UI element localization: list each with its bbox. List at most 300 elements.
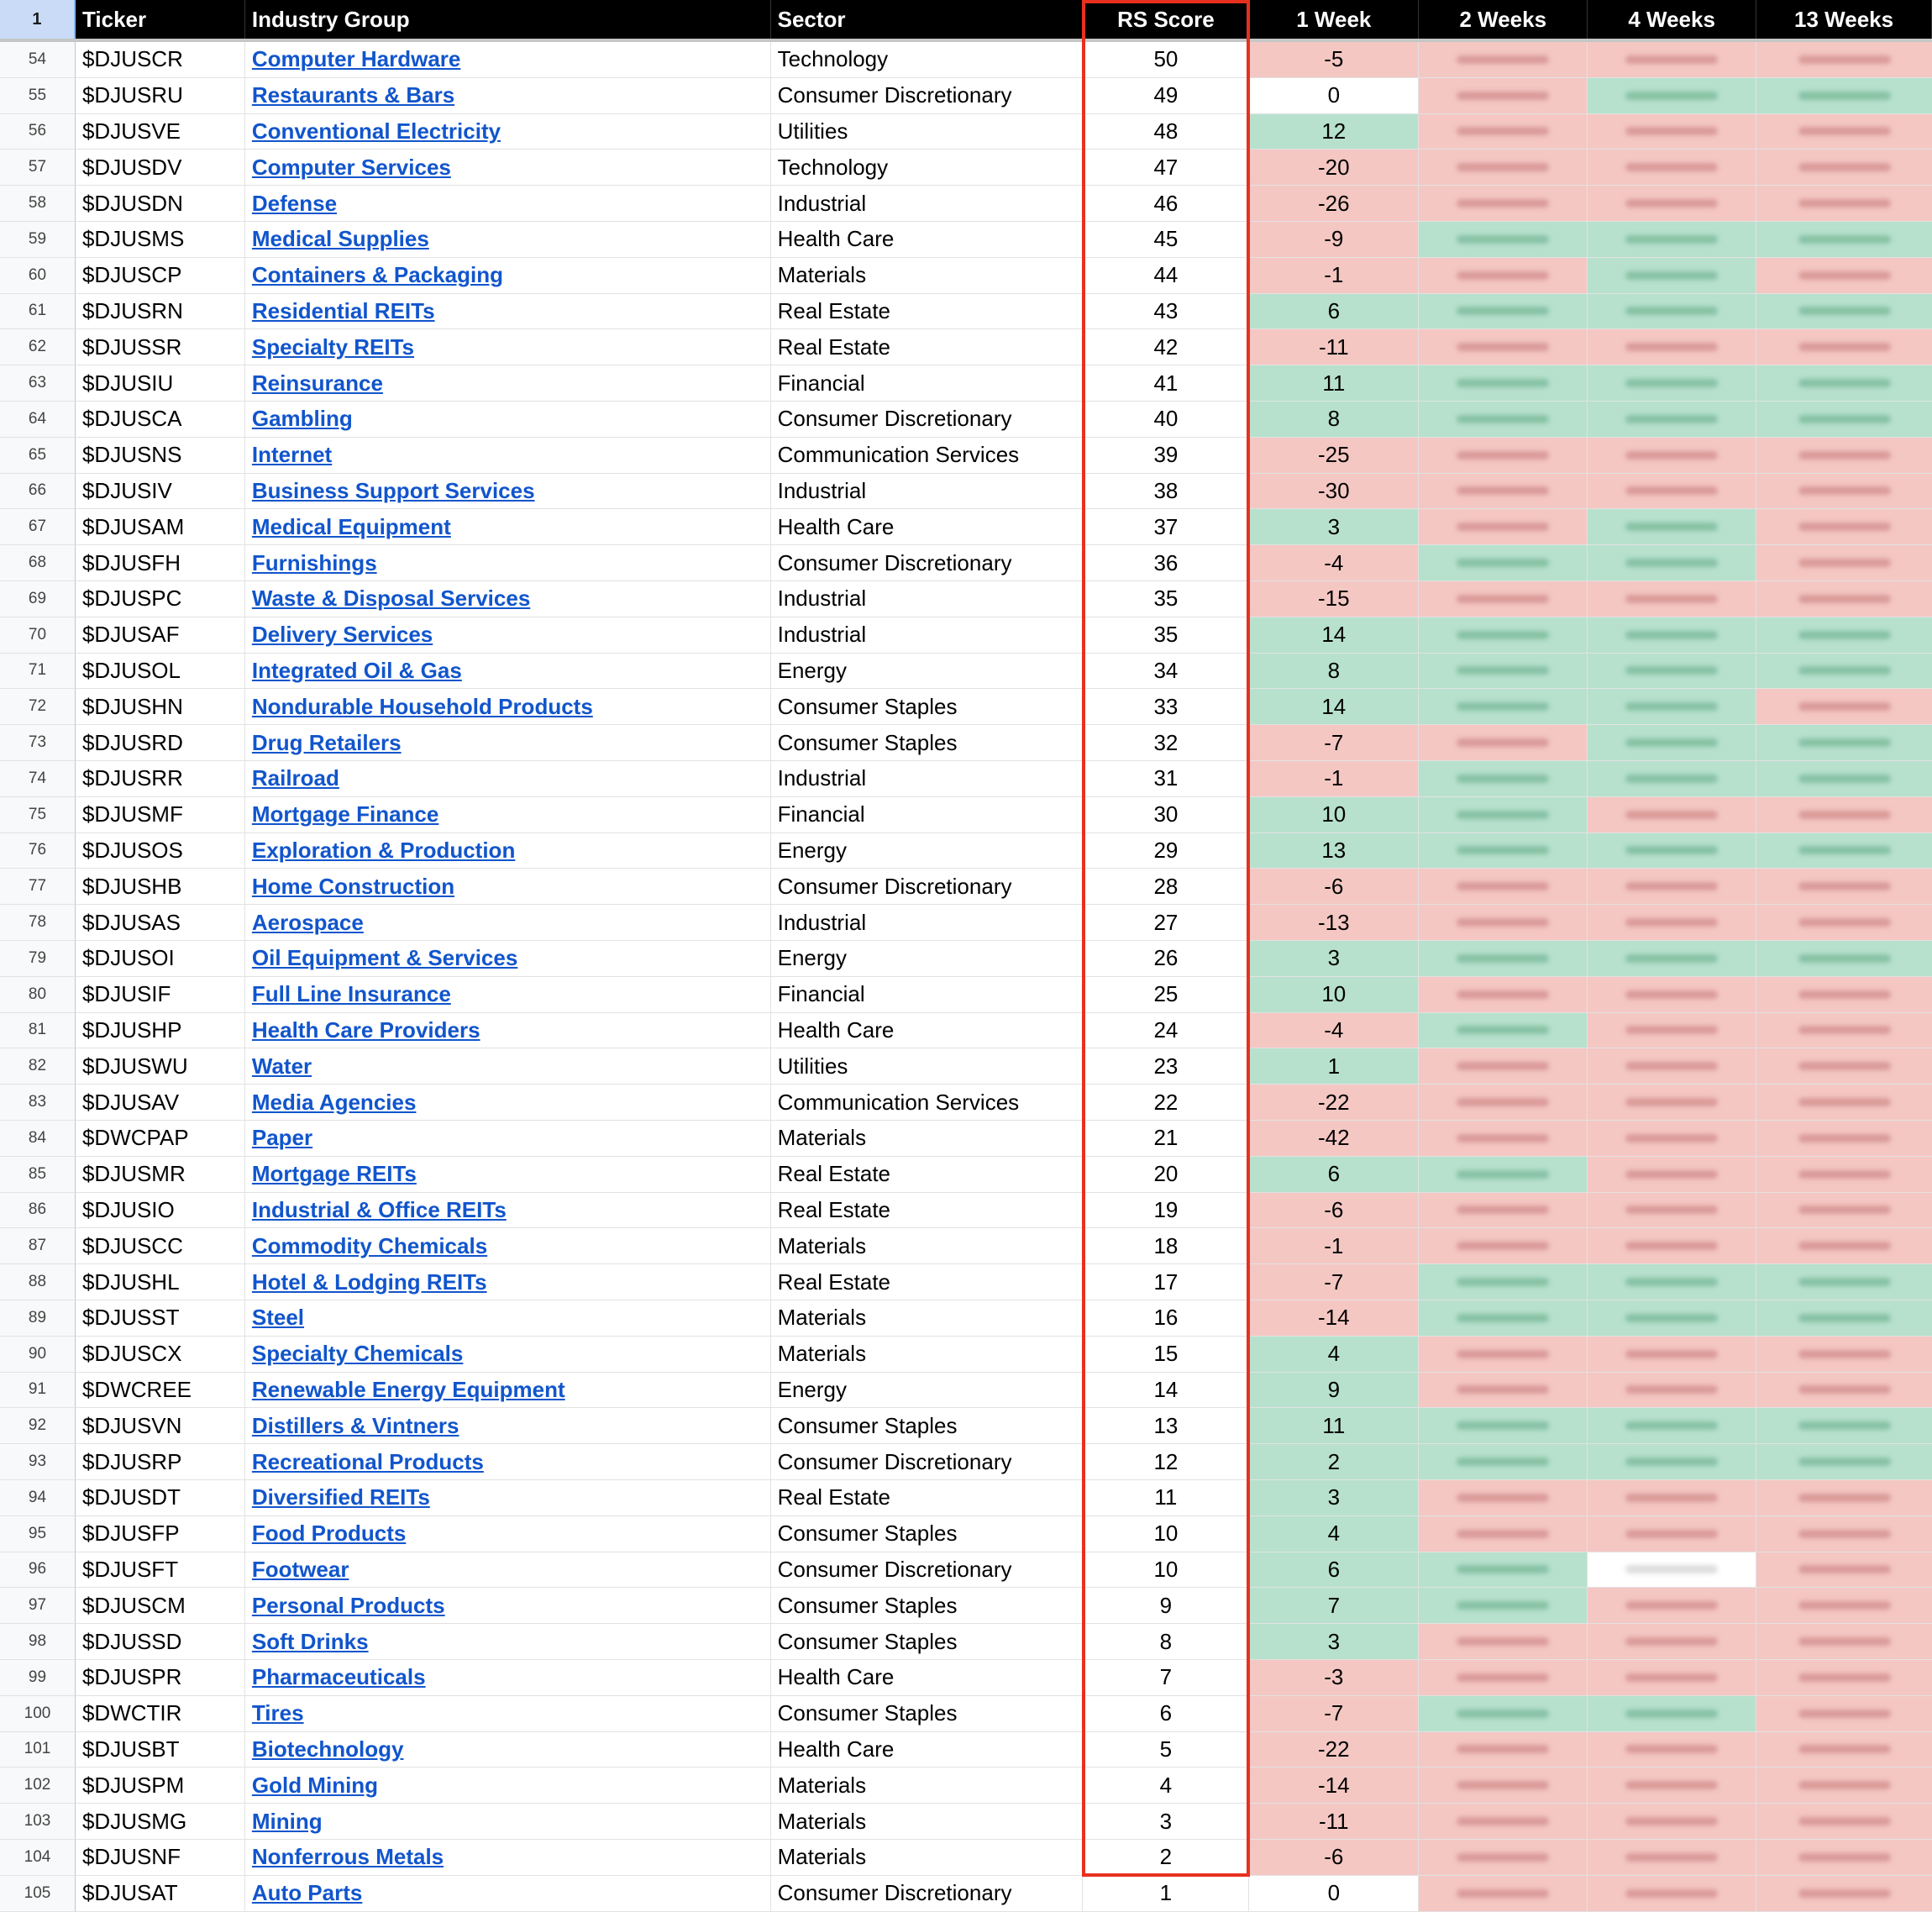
industry-group-cell[interactable]: [245, 833, 771, 869]
rs-score-cell[interactable]: 14: [1083, 1373, 1249, 1409]
one-week-change-cell[interactable]: -20: [1249, 150, 1419, 186]
four-week-change-cell[interactable]: [1588, 1300, 1756, 1337]
row-number[interactable]: 61: [0, 294, 76, 330]
industry-group-link[interactable]: Water: [251, 1053, 312, 1079]
sector-cell[interactable]: Materials: [771, 1804, 1084, 1840]
ticker-cell[interactable]: $DWCPAP: [76, 1121, 245, 1157]
industry-group-cell[interactable]: [245, 402, 771, 438]
thirteen-week-change-cell[interactable]: [1756, 545, 1932, 581]
ticker-cell[interactable]: $DJUSNF: [76, 1840, 245, 1876]
industry-group-cell[interactable]: [245, 617, 771, 654]
industry-group-cell[interactable]: [245, 1876, 771, 1912]
one-week-change-cell[interactable]: -14: [1249, 1300, 1419, 1337]
ticker-cell[interactable]: $DJUSIV: [76, 474, 245, 510]
thirteen-week-change-cell[interactable]: [1756, 114, 1932, 150]
sector-cell[interactable]: Consumer Discretionary: [771, 402, 1084, 438]
industry-group-link[interactable]: Personal Products: [251, 1592, 445, 1618]
industry-group-cell[interactable]: [245, 1480, 771, 1516]
one-week-change-cell[interactable]: -11: [1249, 1804, 1419, 1840]
industry-group-cell[interactable]: [245, 150, 771, 186]
rs-score-cell[interactable]: 35: [1083, 617, 1249, 654]
one-week-change-cell[interactable]: 8: [1249, 654, 1419, 690]
thirteen-week-change-cell[interactable]: [1756, 258, 1932, 294]
sector-cell[interactable]: Health Care: [771, 222, 1084, 258]
row-number[interactable]: 72: [0, 689, 76, 725]
ticker-cell[interactable]: $DJUSCR: [76, 42, 245, 78]
thirteen-week-change-cell[interactable]: [1756, 1696, 1932, 1732]
four-week-change-cell[interactable]: [1588, 1408, 1756, 1444]
ticker-cell[interactable]: $DJUSIF: [76, 977, 245, 1013]
rs-score-cell[interactable]: 8: [1083, 1624, 1249, 1660]
thirteen-week-change-cell[interactable]: [1756, 1157, 1932, 1193]
industry-group-link[interactable]: Medical Supplies: [251, 226, 429, 252]
industry-group-link[interactable]: Hotel & Lodging REITs: [251, 1269, 487, 1295]
industry-group-link[interactable]: Oil Equipment & Services: [251, 945, 518, 971]
industry-group-link[interactable]: Drug Retailers: [251, 729, 402, 755]
industry-group-cell[interactable]: [245, 294, 771, 330]
sector-cell[interactable]: Industrial: [771, 617, 1084, 654]
industry-group-link[interactable]: Full Line Insurance: [251, 981, 451, 1007]
one-week-change-cell[interactable]: -1: [1249, 1228, 1419, 1264]
industry-group-cell[interactable]: [245, 1444, 771, 1480]
one-week-change-cell[interactable]: 6: [1249, 294, 1419, 330]
row-number[interactable]: 75: [0, 797, 76, 833]
thirteen-week-change-cell[interactable]: [1756, 689, 1932, 725]
one-week-change-cell[interactable]: -22: [1249, 1732, 1419, 1768]
one-week-change-cell[interactable]: 3: [1249, 1624, 1419, 1660]
rs-score-cell[interactable]: 42: [1083, 329, 1249, 365]
four-week-change-cell[interactable]: [1588, 222, 1756, 258]
ticker-cell[interactable]: $DWCTIR: [76, 1696, 245, 1732]
column-header-13-weeks[interactable]: 13 Weeks: [1756, 0, 1932, 39]
four-week-change-cell[interactable]: [1588, 1588, 1756, 1624]
sector-cell[interactable]: Materials: [771, 1337, 1084, 1373]
ticker-cell[interactable]: $DJUSRU: [76, 78, 245, 114]
row-number[interactable]: 99: [0, 1660, 76, 1696]
row-number[interactable]: 85: [0, 1157, 76, 1193]
thirteen-week-change-cell[interactable]: [1756, 1876, 1932, 1912]
sector-cell[interactable]: Real Estate: [771, 294, 1084, 330]
four-week-change-cell[interactable]: [1588, 78, 1756, 114]
four-week-change-cell[interactable]: [1588, 654, 1756, 690]
industry-group-link[interactable]: Medical Equipment: [251, 513, 451, 539]
industry-group-cell[interactable]: [245, 1588, 771, 1624]
row-number[interactable]: 66: [0, 474, 76, 510]
four-week-change-cell[interactable]: [1588, 941, 1756, 977]
industry-group-link[interactable]: Specialty Chemicals: [251, 1341, 464, 1367]
thirteen-week-change-cell[interactable]: [1756, 1085, 1932, 1121]
thirteen-week-change-cell[interactable]: [1756, 1121, 1932, 1157]
four-week-change-cell[interactable]: [1588, 581, 1756, 617]
two-week-change-cell[interactable]: [1419, 689, 1588, 725]
four-week-change-cell[interactable]: [1588, 509, 1756, 545]
row-number[interactable]: 98: [0, 1624, 76, 1660]
one-week-change-cell[interactable]: -4: [1249, 545, 1419, 581]
sector-cell[interactable]: Energy: [771, 941, 1084, 977]
industry-group-link[interactable]: Internet: [251, 442, 333, 468]
industry-group-cell[interactable]: [245, 1804, 771, 1840]
rs-score-cell[interactable]: 46: [1083, 186, 1249, 222]
rs-score-cell[interactable]: 9: [1083, 1588, 1249, 1624]
industry-group-cell[interactable]: [245, 797, 771, 833]
row-number[interactable]: 104: [0, 1840, 76, 1876]
rs-score-cell[interactable]: 19: [1083, 1193, 1249, 1229]
thirteen-week-change-cell[interactable]: [1756, 905, 1932, 941]
four-week-change-cell[interactable]: [1588, 833, 1756, 869]
industry-group-link[interactable]: Recreational Products: [251, 1448, 484, 1474]
thirteen-week-change-cell[interactable]: [1756, 186, 1932, 222]
thirteen-week-change-cell[interactable]: [1756, 1480, 1932, 1516]
four-week-change-cell[interactable]: [1588, 545, 1756, 581]
two-week-change-cell[interactable]: [1419, 1732, 1588, 1768]
industry-group-link[interactable]: Mortgage REITs: [251, 1161, 417, 1187]
industry-group-cell[interactable]: [245, 258, 771, 294]
industry-group-link[interactable]: Soft Drinks: [251, 1628, 369, 1654]
industry-group-link[interactable]: Gold Mining: [251, 1772, 379, 1798]
industry-group-cell[interactable]: [245, 1085, 771, 1121]
sector-cell[interactable]: Communication Services: [771, 438, 1084, 474]
thirteen-week-change-cell[interactable]: [1756, 509, 1932, 545]
sector-cell[interactable]: Real Estate: [771, 1264, 1084, 1300]
two-week-change-cell[interactable]: [1419, 1552, 1588, 1589]
row-number[interactable]: 92: [0, 1408, 76, 1444]
row-number[interactable]: 71: [0, 654, 76, 690]
two-week-change-cell[interactable]: [1419, 1840, 1588, 1876]
industry-group-cell[interactable]: [245, 1121, 771, 1157]
row-number[interactable]: 83: [0, 1085, 76, 1121]
ticker-cell[interactable]: $DJUSRD: [76, 725, 245, 761]
four-week-change-cell[interactable]: [1588, 329, 1756, 365]
four-week-change-cell[interactable]: [1588, 1840, 1756, 1876]
four-week-change-cell[interactable]: [1588, 114, 1756, 150]
sector-cell[interactable]: Financial: [771, 365, 1084, 402]
one-week-change-cell[interactable]: 11: [1249, 365, 1419, 402]
row-number[interactable]: 56: [0, 114, 76, 150]
row-number[interactable]: 68: [0, 545, 76, 581]
ticker-cell[interactable]: $DJUSDV: [76, 150, 245, 186]
four-week-change-cell[interactable]: [1588, 725, 1756, 761]
column-header-rs-score[interactable]: RS Score: [1083, 0, 1249, 39]
thirteen-week-change-cell[interactable]: [1756, 1300, 1932, 1337]
one-week-change-cell[interactable]: -6: [1249, 1840, 1419, 1876]
sector-cell[interactable]: Industrial: [771, 905, 1084, 941]
four-week-change-cell[interactable]: [1588, 186, 1756, 222]
one-week-change-cell[interactable]: 3: [1249, 941, 1419, 977]
rs-score-cell[interactable]: 30: [1083, 797, 1249, 833]
industry-group-cell[interactable]: [245, 1228, 771, 1264]
rs-score-cell[interactable]: 48: [1083, 114, 1249, 150]
industry-group-cell[interactable]: [245, 1048, 771, 1085]
sector-cell[interactable]: Real Estate: [771, 1157, 1084, 1193]
one-week-change-cell[interactable]: 10: [1249, 977, 1419, 1013]
one-week-change-cell[interactable]: -42: [1249, 1121, 1419, 1157]
four-week-change-cell[interactable]: [1588, 1337, 1756, 1373]
rs-score-cell[interactable]: 17: [1083, 1264, 1249, 1300]
industry-group-cell[interactable]: [245, 1013, 771, 1049]
thirteen-week-change-cell[interactable]: [1756, 1516, 1932, 1552]
sector-cell[interactable]: Utilities: [771, 1048, 1084, 1085]
thirteen-week-change-cell[interactable]: [1756, 42, 1932, 78]
rs-score-cell[interactable]: 29: [1083, 833, 1249, 869]
industry-group-cell[interactable]: [245, 654, 771, 690]
two-week-change-cell[interactable]: [1419, 617, 1588, 654]
one-week-change-cell[interactable]: -30: [1249, 474, 1419, 510]
sector-cell[interactable]: Industrial: [771, 761, 1084, 797]
four-week-change-cell[interactable]: [1588, 617, 1756, 654]
industry-group-cell[interactable]: [245, 1696, 771, 1732]
one-week-change-cell[interactable]: -1: [1249, 258, 1419, 294]
sector-cell[interactable]: Consumer Staples: [771, 689, 1084, 725]
two-week-change-cell[interactable]: [1419, 1516, 1588, 1552]
sector-cell[interactable]: Utilities: [771, 114, 1084, 150]
ticker-cell[interactable]: $DJUSFT: [76, 1552, 245, 1589]
ticker-cell[interactable]: $DJUSMS: [76, 222, 245, 258]
rs-score-cell[interactable]: 49: [1083, 78, 1249, 114]
rs-score-cell[interactable]: 10: [1083, 1516, 1249, 1552]
industry-group-cell[interactable]: [245, 1264, 771, 1300]
one-week-change-cell[interactable]: -1: [1249, 761, 1419, 797]
one-week-change-cell[interactable]: -11: [1249, 329, 1419, 365]
sector-cell[interactable]: Materials: [771, 258, 1084, 294]
row-number-header[interactable]: 1: [0, 0, 76, 39]
industry-group-link[interactable]: Media Agencies: [251, 1089, 417, 1115]
industry-group-cell[interactable]: [245, 1157, 771, 1193]
rs-score-cell[interactable]: 15: [1083, 1337, 1249, 1373]
ticker-cell[interactable]: $DJUSAT: [76, 1876, 245, 1912]
industry-group-link[interactable]: Steel: [251, 1305, 305, 1331]
sector-cell[interactable]: Health Care: [771, 1732, 1084, 1768]
rs-score-cell[interactable]: 21: [1083, 1121, 1249, 1157]
column-header-2-weeks[interactable]: 2 Weeks: [1419, 0, 1588, 39]
industry-group-cell[interactable]: [245, 941, 771, 977]
one-week-change-cell[interactable]: 4: [1249, 1337, 1419, 1373]
rs-score-cell[interactable]: 2: [1083, 1840, 1249, 1876]
thirteen-week-change-cell[interactable]: [1756, 1228, 1932, 1264]
two-week-change-cell[interactable]: [1419, 869, 1588, 905]
rs-score-cell[interactable]: 40: [1083, 402, 1249, 438]
two-week-change-cell[interactable]: [1419, 509, 1588, 545]
industry-group-cell[interactable]: [245, 329, 771, 365]
one-week-change-cell[interactable]: 14: [1249, 617, 1419, 654]
ticker-cell[interactable]: $DJUSCM: [76, 1588, 245, 1624]
industry-group-link[interactable]: Gambling: [251, 406, 353, 432]
two-week-change-cell[interactable]: [1419, 1373, 1588, 1409]
one-week-change-cell[interactable]: 4: [1249, 1516, 1419, 1552]
industry-group-cell[interactable]: [245, 977, 771, 1013]
rs-score-cell[interactable]: 38: [1083, 474, 1249, 510]
row-number[interactable]: 59: [0, 222, 76, 258]
row-number[interactable]: 54: [0, 42, 76, 78]
row-number[interactable]: 87: [0, 1228, 76, 1264]
four-week-change-cell[interactable]: [1588, 294, 1756, 330]
sector-cell[interactable]: Consumer Discretionary: [771, 1444, 1084, 1480]
thirteen-week-change-cell[interactable]: [1756, 1840, 1932, 1876]
industry-group-link[interactable]: Furnishings: [251, 549, 377, 575]
sector-cell[interactable]: Materials: [771, 1121, 1084, 1157]
one-week-change-cell[interactable]: 0: [1249, 1876, 1419, 1912]
row-number[interactable]: 105: [0, 1876, 76, 1912]
four-week-change-cell[interactable]: [1588, 1193, 1756, 1229]
four-week-change-cell[interactable]: [1588, 474, 1756, 510]
rs-score-cell[interactable]: 37: [1083, 509, 1249, 545]
industry-group-link[interactable]: Exploration & Production: [251, 837, 516, 863]
thirteen-week-change-cell[interactable]: [1756, 654, 1932, 690]
industry-group-link[interactable]: Nonferrous Metals: [251, 1844, 444, 1870]
four-week-change-cell[interactable]: [1588, 258, 1756, 294]
four-week-change-cell[interactable]: [1588, 1516, 1756, 1552]
ticker-cell[interactable]: $DJUSCC: [76, 1228, 245, 1264]
one-week-change-cell[interactable]: 1: [1249, 1048, 1419, 1085]
four-week-change-cell[interactable]: [1588, 1264, 1756, 1300]
industry-group-cell[interactable]: [245, 438, 771, 474]
rs-score-cell[interactable]: 28: [1083, 869, 1249, 905]
two-week-change-cell[interactable]: [1419, 581, 1588, 617]
sector-cell[interactable]: Financial: [771, 977, 1084, 1013]
ticker-cell[interactable]: $DJUSFH: [76, 545, 245, 581]
one-week-change-cell[interactable]: -26: [1249, 186, 1419, 222]
rs-score-cell[interactable]: 35: [1083, 581, 1249, 617]
ticker-cell[interactable]: $DJUSAV: [76, 1085, 245, 1121]
thirteen-week-change-cell[interactable]: [1756, 869, 1932, 905]
row-number[interactable]: 91: [0, 1373, 76, 1409]
one-week-change-cell[interactable]: -5: [1249, 42, 1419, 78]
thirteen-week-change-cell[interactable]: [1756, 1337, 1932, 1373]
four-week-change-cell[interactable]: [1588, 1048, 1756, 1085]
column-header-sector[interactable]: Sector: [771, 0, 1084, 39]
industry-group-cell[interactable]: [245, 186, 771, 222]
ticker-cell[interactable]: $DJUSOI: [76, 941, 245, 977]
ticker-cell[interactable]: $DJUSCX: [76, 1337, 245, 1373]
two-week-change-cell[interactable]: [1419, 474, 1588, 510]
rs-score-cell[interactable]: 3: [1083, 1804, 1249, 1840]
thirteen-week-change-cell[interactable]: [1756, 1373, 1932, 1409]
four-week-change-cell[interactable]: [1588, 1732, 1756, 1768]
thirteen-week-change-cell[interactable]: [1756, 1408, 1932, 1444]
rs-score-cell[interactable]: 25: [1083, 977, 1249, 1013]
ticker-cell[interactable]: $DJUSNS: [76, 438, 245, 474]
sector-cell[interactable]: Energy: [771, 833, 1084, 869]
industry-group-cell[interactable]: [245, 905, 771, 941]
sector-cell[interactable]: Health Care: [771, 509, 1084, 545]
sector-cell[interactable]: Consumer Staples: [771, 1624, 1084, 1660]
industry-group-link[interactable]: Home Construction: [251, 873, 455, 899]
two-week-change-cell[interactable]: [1419, 1300, 1588, 1337]
two-week-change-cell[interactable]: [1419, 1085, 1588, 1121]
rs-score-cell[interactable]: 39: [1083, 438, 1249, 474]
thirteen-week-change-cell[interactable]: [1756, 294, 1932, 330]
two-week-change-cell[interactable]: [1419, 402, 1588, 438]
ticker-cell[interactable]: $DJUSDN: [76, 186, 245, 222]
ticker-cell[interactable]: $DWCREE: [76, 1373, 245, 1409]
sector-cell[interactable]: Consumer Discretionary: [771, 545, 1084, 581]
industry-group-cell[interactable]: [245, 365, 771, 402]
two-week-change-cell[interactable]: [1419, 438, 1588, 474]
row-number[interactable]: 76: [0, 833, 76, 869]
two-week-change-cell[interactable]: [1419, 1876, 1588, 1912]
four-week-change-cell[interactable]: [1588, 1013, 1756, 1049]
industry-group-link[interactable]: Industrial & Office REITs: [251, 1196, 507, 1222]
one-week-change-cell[interactable]: 6: [1249, 1157, 1419, 1193]
two-week-change-cell[interactable]: [1419, 1588, 1588, 1624]
four-week-change-cell[interactable]: [1588, 42, 1756, 78]
ticker-cell[interactable]: $DJUSRN: [76, 294, 245, 330]
industry-group-link[interactable]: Waste & Disposal Services: [251, 586, 531, 612]
row-number[interactable]: 100: [0, 1696, 76, 1732]
industry-group-link[interactable]: Railroad: [251, 765, 339, 791]
sector-cell[interactable]: Consumer Staples: [771, 1408, 1084, 1444]
ticker-cell[interactable]: $DJUSAF: [76, 617, 245, 654]
row-number[interactable]: 70: [0, 617, 76, 654]
sector-cell[interactable]: Industrial: [771, 581, 1084, 617]
industry-group-cell[interactable]: [245, 42, 771, 78]
ticker-cell[interactable]: $DJUSOL: [76, 654, 245, 690]
rs-score-cell[interactable]: 44: [1083, 258, 1249, 294]
two-week-change-cell[interactable]: [1419, 545, 1588, 581]
ticker-cell[interactable]: $DJUSHP: [76, 1013, 245, 1049]
industry-group-cell[interactable]: [245, 761, 771, 797]
row-number[interactable]: 73: [0, 725, 76, 761]
one-week-change-cell[interactable]: -15: [1249, 581, 1419, 617]
row-number[interactable]: 74: [0, 761, 76, 797]
industry-group-link[interactable]: Food Products: [251, 1521, 407, 1547]
sector-cell[interactable]: Industrial: [771, 474, 1084, 510]
industry-group-cell[interactable]: [245, 474, 771, 510]
ticker-cell[interactable]: $DJUSBT: [76, 1732, 245, 1768]
rs-score-cell[interactable]: 32: [1083, 725, 1249, 761]
four-week-change-cell[interactable]: [1588, 797, 1756, 833]
column-header-ticker[interactable]: Ticker: [76, 0, 245, 39]
row-number[interactable]: 88: [0, 1264, 76, 1300]
sector-cell[interactable]: Consumer Discretionary: [771, 1876, 1084, 1912]
row-number[interactable]: 101: [0, 1732, 76, 1768]
one-week-change-cell[interactable]: -25: [1249, 438, 1419, 474]
ticker-cell[interactable]: $DJUSST: [76, 1300, 245, 1337]
thirteen-week-change-cell[interactable]: [1756, 617, 1932, 654]
row-number[interactable]: 67: [0, 509, 76, 545]
rs-score-cell[interactable]: 18: [1083, 1228, 1249, 1264]
industry-group-cell[interactable]: [245, 1552, 771, 1589]
industry-group-cell[interactable]: [245, 1732, 771, 1768]
sector-cell[interactable]: Consumer Discretionary: [771, 78, 1084, 114]
two-week-change-cell[interactable]: [1419, 1660, 1588, 1696]
sector-cell[interactable]: Health Care: [771, 1013, 1084, 1049]
rs-score-cell[interactable]: 13: [1083, 1408, 1249, 1444]
thirteen-week-change-cell[interactable]: [1756, 1732, 1932, 1768]
two-week-change-cell[interactable]: [1419, 150, 1588, 186]
thirteen-week-change-cell[interactable]: [1756, 797, 1932, 833]
sector-cell[interactable]: Real Estate: [771, 329, 1084, 365]
row-number[interactable]: 102: [0, 1768, 76, 1804]
row-number[interactable]: 89: [0, 1300, 76, 1337]
two-week-change-cell[interactable]: [1419, 1480, 1588, 1516]
rs-score-cell[interactable]: 31: [1083, 761, 1249, 797]
one-week-change-cell[interactable]: -3: [1249, 1660, 1419, 1696]
industry-group-link[interactable]: Business Support Services: [251, 477, 535, 503]
row-number[interactable]: 84: [0, 1121, 76, 1157]
two-week-change-cell[interactable]: [1419, 329, 1588, 365]
rs-score-cell[interactable]: 45: [1083, 222, 1249, 258]
industry-group-link[interactable]: Restaurants & Bars: [251, 82, 455, 108]
column-header-4-weeks[interactable]: 4 Weeks: [1588, 0, 1756, 39]
industry-group-link[interactable]: Nondurable Household Products: [251, 693, 593, 719]
row-number[interactable]: 65: [0, 438, 76, 474]
rs-score-cell[interactable]: 24: [1083, 1013, 1249, 1049]
ticker-cell[interactable]: $DJUSRP: [76, 1444, 245, 1480]
thirteen-week-change-cell[interactable]: [1756, 833, 1932, 869]
industry-group-link[interactable]: Commodity Chemicals: [251, 1232, 488, 1258]
one-week-change-cell[interactable]: 11: [1249, 1408, 1419, 1444]
industry-group-link[interactable]: Pharmaceuticals: [251, 1664, 426, 1690]
